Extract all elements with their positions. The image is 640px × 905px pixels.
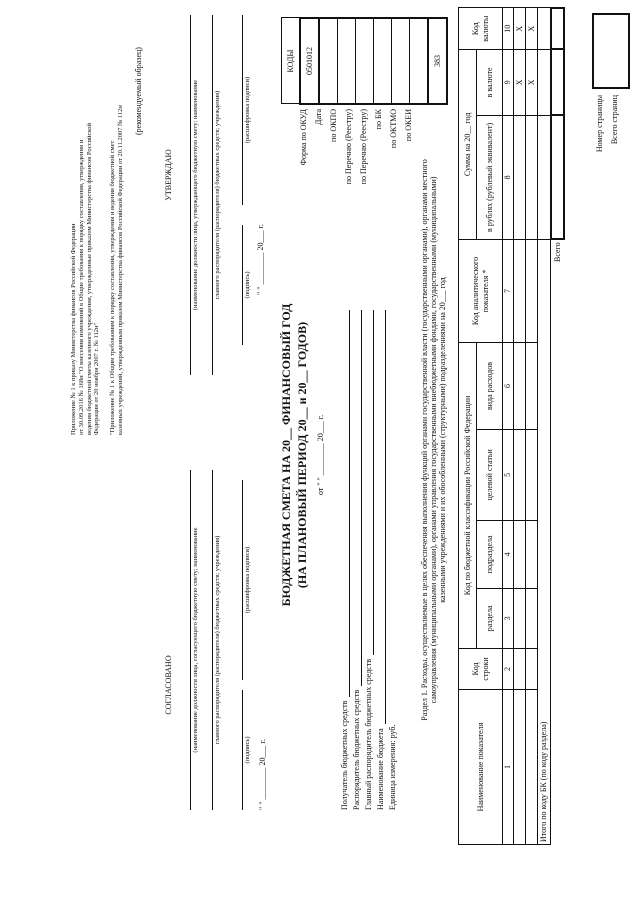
header-note [70,15,125,435]
col-podrazdel-header: подраздела [477,520,503,588]
col-valcode-header: Код валюты [459,8,503,49]
field-label: Главный распорядитель бюджетных средств [364,658,373,810]
code-cell-registry[interactable] [356,18,374,104]
x-mark: X [514,8,526,49]
field-line[interactable] [376,310,386,724]
page-number-label: Номер страницы [595,95,604,153]
table-cell[interactable] [514,520,526,588]
field-label: Получатель бюджетных средств [340,700,349,810]
approve-caption-sign: (подпись) [244,271,251,299]
agree-caption-position: (наименование должности лица, согласующего бюджетную смету; наименование [192,527,199,753]
x-mark: X [526,49,538,115]
col-rub-header: в рублях (рублевый эквивалент) [477,115,503,239]
codes-header: КОДЫ [282,18,301,104]
header-note-line: ведения бюджетной сметы казенного учреждения, утвержденные приказом Министерства финансов Российской [85,123,93,435]
col-vid-header: вида расходов [477,343,503,430]
table-cell[interactable] [514,588,526,648]
code-cell-okud: 0501012 [300,18,319,104]
total-row [551,8,564,845]
sample-note: (рекомендуемый образец) [134,47,143,135]
field-label: Распорядитель бюджетных средств [352,689,361,810]
col-num: 1 [503,690,514,845]
expenses-table [458,7,565,845]
header-note-line: от 30.09.2016 № 168н "О внесении изменений в Общие требования к порядку составления, утверждения и [77,139,85,435]
table-cell[interactable] [514,648,526,689]
table-cell[interactable] [526,588,538,648]
table-cell[interactable] [514,429,526,520]
table-cell[interactable] [514,239,526,342]
table-cell[interactable] [526,648,538,689]
col-bk-header: Код по бюджетной классификации Российской Федерации [459,343,477,649]
form-date: от " " ________ 20___ г. [316,414,325,496]
code-label: по Перечню (Реестру) [359,109,368,185]
table-cell[interactable] [538,8,551,49]
agree-title: СОГЛАСОВАНО [164,655,173,715]
table-cell[interactable] [538,49,551,115]
fields-block [340,310,400,810]
agree-caption-sign: (подпись) [244,736,251,764]
field-row [376,310,388,810]
page-total-label: Всего страниц [610,95,619,145]
table-cell[interactable] [538,115,551,239]
page-box [592,13,630,89]
col-code-header: Код строки [459,648,503,689]
col-article-header: целевой статьи [477,429,503,520]
agree-caption-org: главного распорядителя (распорядителя) бюджетных средств; учреждения) [214,535,221,745]
code-label: по БК [374,109,383,130]
approve-caption-decode: (расшифровка подписи) [244,76,251,144]
code-label: по ОКПО [329,109,338,142]
x-mark: X [526,8,538,49]
approve-title: УТВЕРЖДАЮ [164,149,173,201]
code-label: Дата [314,109,323,125]
table-cell[interactable] [551,8,564,49]
form-title: БЮДЖЕТНАЯ СМЕТА НА 20__ ФИНАНСОВЫЙ ГОД [279,303,293,607]
code-cell-date[interactable] [319,18,338,104]
form-subtitle: (НА ПЛАНОВЫЙ ПЕРИОД 20__ и 20__ ГОДОВ) [295,321,309,589]
x-mark: X [514,49,526,115]
field-row [388,310,400,810]
code-label: по ОКТМО [389,109,398,149]
code-label: по Перечню (Реестру) [344,109,353,185]
total-label: Всего [551,239,564,844]
col-num: 5 [503,429,514,520]
field-line[interactable] [364,310,374,655]
page-box-labels [592,95,622,245]
table-cell[interactable] [551,115,564,239]
field-row [340,310,352,810]
col-val-header: в валюте [477,49,503,115]
approve-caption-org: главного распорядителя (распорядителя) бюджетных средств; учреждения) [214,90,221,300]
field-line[interactable] [340,310,350,697]
col-num: 9 [503,49,514,115]
header-note-line: Федерации от 20 ноября 2007 г. № 112н" [93,322,101,435]
col-num: 4 [503,520,514,588]
col-num: 2 [503,648,514,689]
code-cell-registry2[interactable] [374,18,392,104]
field-label: Наименование бюджета [376,728,385,810]
header-note-line: Приложение № 1 к приказу Министерства финансов Российской Федерации [70,223,77,435]
agree-date: " " ________ 20___ г. [258,739,267,810]
header-note-line: "Приложение № 1 к Общим требованиям к порядку составления, утверждения и ведения бюджетной смет [109,140,117,435]
header-note-line: казенных учреждений, утвержденным приказом Министерства финансов Российской Федерации от 20.11.2007 № 112н [116,105,124,435]
page-total-cell[interactable] [611,14,629,88]
col-num: 6 [503,343,514,430]
table-cell[interactable] [526,429,538,520]
col-sum-header: Сумма на 20__ год [459,49,477,239]
col-name-header: Наименование показателя [459,690,503,845]
table-cell[interactable] [514,690,526,845]
page-number-cell[interactable] [593,14,611,88]
table-cell[interactable] [526,239,538,342]
total-bk-label: Итого по коду БК (по коду раздела) [538,239,551,844]
codes-labels [281,109,416,265]
table-cell[interactable] [526,343,538,430]
approve-caption-position: (наименование должности лица, утверждающего бюджетную смету; наименование [192,79,199,311]
table-row [526,8,538,845]
code-cell-okpo[interactable] [338,18,356,104]
table-cell[interactable] [526,520,538,588]
section-heading [420,15,448,865]
col-num: 8 [503,115,514,239]
col-num: 10 [503,8,514,49]
code-cell-okei: 383 [428,18,447,104]
code-label: Форма по ОКУД [299,109,308,166]
col-analytic-header: Код аналитического показателя * [459,239,503,342]
col-num: 7 [503,239,514,342]
agree-caption-decode: (расшифровка подписи) [244,546,251,614]
code-label: по ОКЕИ [404,109,413,142]
total-bk-row [538,8,551,845]
field-row [364,310,376,810]
code-cell-bk[interactable] [392,18,410,104]
field-row [352,310,364,810]
section-line: Раздел 1. Расходы, осуществляемые в целях обеспечения выполнения функций органами государственной власти (государственными органами), органами местного [420,159,429,721]
column-numbers-row [503,8,514,845]
table-cell[interactable] [514,343,526,430]
col-num: 3 [503,588,514,648]
field-label: Единица измерения: руб. [388,724,397,810]
section-line: казенными учреждениями и их обособленными (структурными) подразделениями на 20___ год [438,277,448,603]
table-cell[interactable] [526,690,538,845]
approve-date: " " ________ 20___ г. [256,224,265,295]
section-line: самоуправления (муниципальными органами), органами управления государственными внебюджетными фондами, государственными (муниципальными) [429,176,439,704]
table-cell[interactable] [514,115,526,239]
col-razdel-header: раздела [477,588,503,648]
table-cell[interactable] [526,115,538,239]
table-row [514,8,526,845]
table-cell[interactable] [551,49,564,115]
field-line[interactable] [352,310,362,686]
